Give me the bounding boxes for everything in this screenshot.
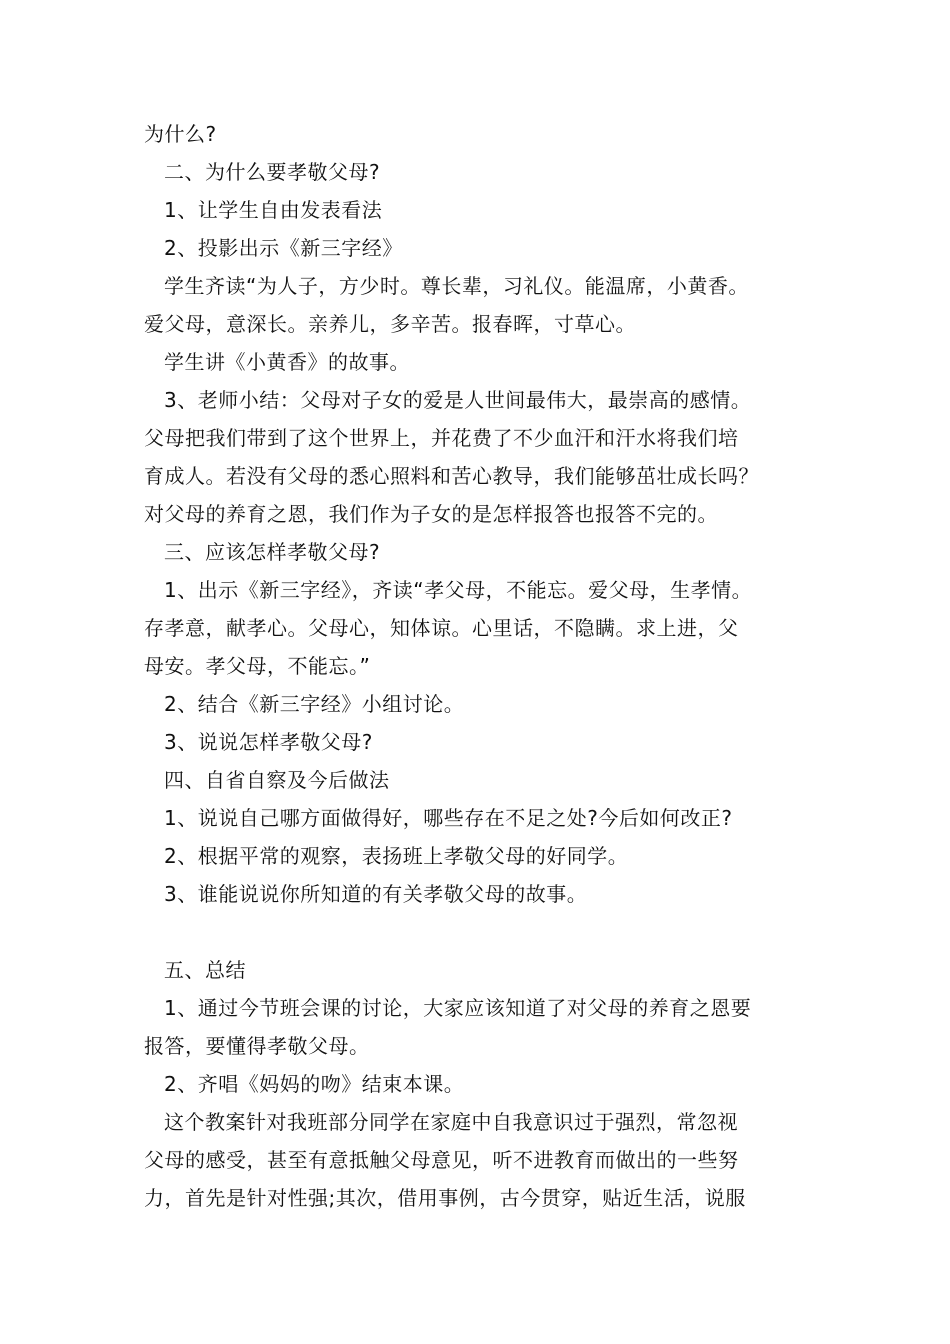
text-line: 这个教案针对我班部分同学在家庭中自我意识过于强烈，常忽视 (164, 1110, 738, 1134)
text-line: 二、为什么要孝敬父母? (164, 160, 381, 184)
text-line: 2、投影出示《新三字经》 (164, 236, 403, 260)
text-line: 2、根据平常的观察，表扬班上孝敬父母的好同学。 (164, 844, 629, 868)
text-line: 1、出示《新三字经》，齐读“孝父母，不能忘。爱父母，生孝情。 (164, 578, 753, 602)
text-line: 为什么? (144, 122, 217, 146)
text-line: 2、齐唱《妈妈的吻》结束本课。 (164, 1072, 465, 1096)
text-line: 母安。孝父母，不能忘。” (144, 654, 371, 678)
document-body (144, 115, 814, 1217)
text-line: 3、谁能说说你所知道的有关孝敬父母的故事。 (164, 882, 588, 906)
text-line: 育成人。若没有父母的悉心照料和苦心教导，我们能够茁壮成长吗？ (144, 464, 759, 488)
text-line: 3、老师小结：父母对子女的爱是人世间最伟大，最崇高的感情。 (164, 388, 752, 412)
text-line: 学生齐读“为人子，方少时。尊长辈，习礼仪。能温席，小黄香。 (164, 274, 749, 298)
text-line: 三、应该怎样孝敬父母? (164, 540, 381, 564)
text-line: 1、让学生自由发表看法 (164, 198, 383, 222)
text-line: 2、结合《新三字经》小组讨论。 (164, 692, 465, 716)
text-line: 父母的感受，甚至有意抵触父母意见，听不进教育而做出的一些努 (144, 1148, 739, 1172)
text-line: 爱父母，意深长。亲养儿，多辛苦。报春晖，寸草心。 (144, 312, 636, 336)
blank-line (144, 913, 814, 951)
text-line: 3、说说怎样孝敬父母? (164, 730, 373, 754)
text-line: 力，首先是针对性强;其次，借用事例，古今贯穿，贴近生活，说服 (144, 1186, 746, 1210)
text-line: 报答，要懂得孝敬父母。 (144, 1034, 370, 1058)
text-line: 存孝意，献孝心。父母心，知体谅。心里话，不隐瞒。求上进，父 (144, 616, 739, 640)
text-line: 1、通过今节班会课的讨论，大家应该知道了对父母的养育之恩要 (164, 996, 752, 1020)
text-line: 1、说说自己哪方面做得好，哪些存在不足之处?今后如何改正? (164, 806, 733, 830)
text-line: 四、自省自察及今后做法 (164, 768, 390, 792)
text-line: 父母把我们带到了这个世界上，并花费了不少血汗和汗水将我们培 (144, 426, 739, 450)
text-line: 五、总结 (164, 958, 246, 982)
text-line: 对父母的养育之恩，我们作为子女的是怎样报答也报答不完的。 (144, 502, 718, 526)
text-line: 学生讲《小黄香》的故事。 (164, 350, 410, 374)
